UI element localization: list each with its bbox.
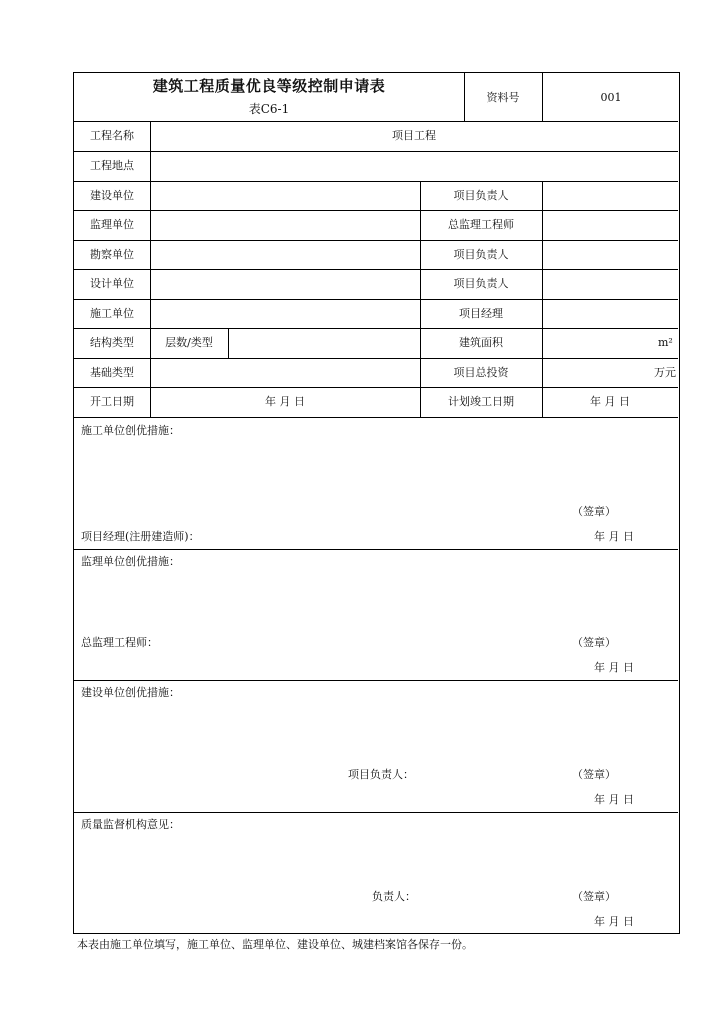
application-form (73, 72, 680, 934)
start-date-value[interactable]: 年 月 日 (265, 395, 305, 408)
design-label: 设计单位 (90, 277, 134, 290)
survey-person-label: 项目负责人 (453, 248, 509, 261)
row-divider (74, 240, 678, 241)
supervision-date: 年 月 日 (594, 661, 634, 674)
row-divider (74, 269, 678, 270)
floors-label: 层数/类型 (165, 336, 213, 349)
row-divider (74, 358, 678, 359)
form-code: 表C6-1 (248, 102, 290, 116)
row-divider (74, 387, 678, 388)
builder-date: 年 月 日 (594, 793, 634, 806)
construction-label: 施工单位 (90, 307, 134, 320)
col-divider (542, 181, 543, 417)
col-divider (228, 328, 229, 358)
project-location-label: 工程地点 (90, 159, 134, 172)
row-divider (74, 121, 678, 122)
form-title: 建筑工程质量优良等级控制申请表 (152, 77, 386, 95)
supervision-signer-label: 总监理工程师： (81, 636, 158, 649)
section-divider (74, 680, 678, 681)
project-manager-label: 项目经理 (459, 307, 503, 320)
building-area-label: 建筑面积 (459, 336, 503, 349)
project-name-label: 工程名称 (90, 129, 134, 142)
project-name-value[interactable]: 项目工程 (392, 129, 436, 142)
construction-seal: （签章） (572, 505, 616, 518)
supervisor-label: 监理单位 (90, 218, 134, 231)
quality-seal: （签章） (572, 890, 616, 903)
quality-date: 年 月 日 (594, 915, 634, 928)
section-divider (74, 812, 678, 813)
row-divider (74, 210, 678, 211)
row-divider (74, 181, 678, 182)
doc-no-label: 资料号 (486, 91, 520, 104)
builder-measures-label: 建设单位创优措施： (81, 686, 180, 699)
quality-opinion-label: 质量监督机构意见： (81, 818, 180, 831)
foundation-label: 基础类型 (90, 366, 134, 379)
builder-seal: （签章） (572, 768, 616, 781)
row-divider (74, 328, 678, 329)
col-divider (150, 121, 151, 417)
row-divider (74, 151, 678, 152)
row-divider (74, 417, 678, 418)
structure-label: 结构类型 (90, 336, 134, 349)
doc-no-value: 001 (600, 91, 622, 104)
supervision-seal: （签章） (572, 636, 616, 649)
quality-signer-label: 负责人： (372, 890, 416, 903)
total-investment-label: 项目总投资 (453, 366, 509, 379)
col-divider (542, 73, 543, 121)
planned-completion-label: 计划竣工日期 (448, 395, 514, 408)
area-unit: m² (658, 336, 673, 349)
design-person-label: 项目负责人 (453, 277, 509, 290)
survey-label: 勘察单位 (90, 248, 134, 261)
row-divider (74, 299, 678, 300)
construction-signer-label: 项目经理(注册建造师)： (81, 530, 200, 543)
chief-supervisor-label: 总监理工程师 (448, 218, 514, 231)
investment-unit: 万元 (654, 366, 676, 379)
builder-signer-label: 项目负责人： (348, 768, 414, 781)
section-divider (74, 549, 678, 550)
start-date-label: 开工日期 (90, 395, 134, 408)
builder-person-label: 项目负责人 (453, 189, 509, 202)
footer-note: 本表由施工单位填写，施工单位、监理单位、建设单位、城建档案馆各保存一份。 (77, 938, 473, 951)
builder-label: 建设单位 (90, 189, 134, 202)
col-divider (420, 181, 421, 417)
completion-date-value[interactable]: 年 月 日 (590, 395, 630, 408)
construction-date: 年 月 日 (594, 530, 634, 543)
supervision-measures-label: 监理单位创优措施： (81, 555, 180, 568)
col-divider (464, 73, 465, 121)
construction-measures-label: 施工单位创优措施： (81, 424, 180, 437)
